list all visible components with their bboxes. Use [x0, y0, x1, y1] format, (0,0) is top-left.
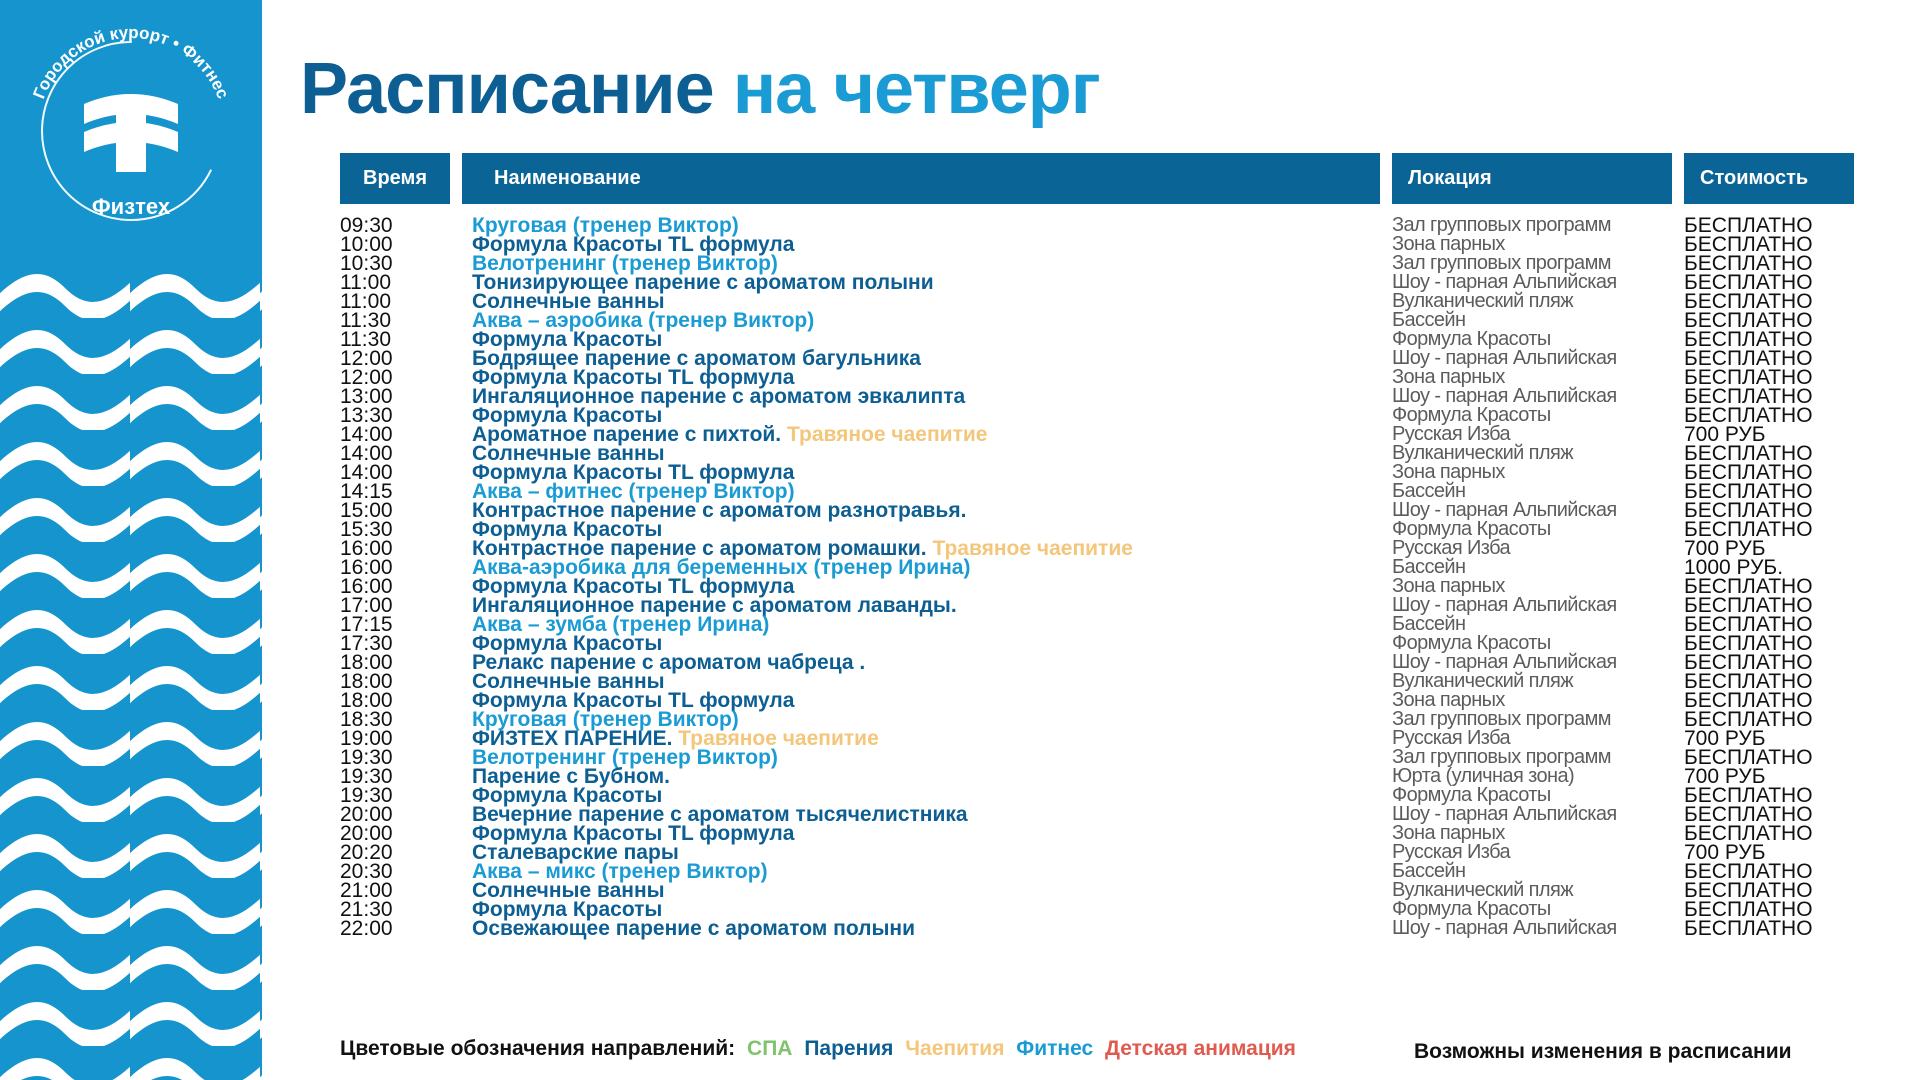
row-time: 19:30 [340, 784, 393, 807]
row-time: 12:00 [340, 366, 393, 389]
row-price: БЕСПЛАТНО [1684, 670, 1813, 693]
row-time: 09:30 [340, 214, 393, 237]
row-time: 13:30 [340, 404, 393, 427]
row-time: 14:15 [340, 480, 393, 503]
column-header-price: Стоимость [1684, 153, 1854, 204]
row-price: БЕСПЛАТНО [1684, 461, 1813, 484]
row-time: 11:30 [340, 328, 391, 351]
row-time: 15:30 [340, 518, 393, 541]
row-time: 13:00 [340, 385, 393, 408]
row-location: Вулканический пляж [1392, 442, 1573, 464]
page-title-day: на четверг [732, 49, 1100, 129]
row-time: 11:30 [340, 309, 391, 332]
row-location: Юрта (уличная зона) [1392, 765, 1575, 787]
row-price: БЕСПЛАТНО [1684, 290, 1813, 313]
row-time: 17:15 [340, 613, 393, 636]
row-time: 20:00 [340, 822, 393, 845]
row-activity-name: Ароматное парение с пихтой. [472, 423, 782, 446]
row-location: Зона парных [1392, 689, 1505, 711]
row-activity-name: Формула Красоты [472, 518, 663, 541]
row-activity-name: Тонизирующее парение с ароматом полыни [472, 271, 934, 294]
row-time: 16:00 [340, 537, 393, 560]
row-price: БЕСПЛАТНО [1684, 480, 1813, 503]
row-price: БЕСПЛАТНО [1684, 309, 1813, 332]
row-activity-name: Формула Красоты TL формула [472, 822, 795, 845]
row-activity-name: Солнечные ванны [472, 670, 665, 693]
row-location: Вулканический пляж [1392, 670, 1573, 692]
row-time: 16:00 [340, 575, 393, 598]
row-activity-extra: Травяное чаепитие [678, 727, 879, 750]
row-time: 11:00 [340, 290, 391, 313]
row-activity-name: Формула Красоты TL формула [472, 575, 795, 598]
legend-steam: Парения [804, 1037, 894, 1060]
row-time: 19:30 [340, 746, 393, 769]
legend-fitness: Фитнес [1016, 1037, 1094, 1060]
row-time: 18:30 [340, 708, 393, 731]
row-activity-extra: Травяное чаепитие [786, 423, 988, 446]
row-price: БЕСПЛАТНО [1684, 803, 1813, 826]
row-activity-name: Круговая (тренер Виктор) [472, 214, 739, 237]
row-location: Зал групповых программ [1392, 708, 1611, 730]
row-price: БЕСПЛАТНО [1684, 271, 1813, 294]
row-location: Русская Изба [1392, 841, 1511, 863]
logo-name: Физтех [91, 194, 171, 219]
row-location: Зона парных [1392, 366, 1505, 388]
row-location: Бассейн [1392, 480, 1466, 502]
row-location: Зал групповых программ [1392, 252, 1611, 274]
row-activity-name: Формула Красоты TL формула [472, 689, 795, 712]
row-location: Шоу - парная Альпийская [1392, 594, 1617, 616]
row-location: Формула Красоты [1392, 784, 1551, 806]
row-location: Формула Красоты [1392, 404, 1551, 426]
row-price: 700 РУБ [1684, 537, 1766, 560]
row-activity-name: Формула Красоты [472, 404, 663, 427]
row-activity-name: Формула Красоты TL формула [472, 366, 795, 389]
row-price: БЕСПЛАТНО [1684, 366, 1813, 389]
row-activity-name: Аква – микс (тренер Виктор) [472, 860, 768, 883]
row-price: БЕСПЛАТНО [1684, 860, 1813, 883]
row-activity-name: Формула Красоты [472, 632, 663, 655]
row-location: Зал групповых программ [1392, 214, 1611, 236]
row-price: БЕСПЛАТНО [1684, 613, 1813, 636]
row-activity-extra: Травяное чаепитие [932, 537, 1133, 560]
row-price: БЕСПЛАТНО [1684, 822, 1813, 845]
row-location: Формула Красоты [1392, 328, 1551, 350]
row-location: Шоу - парная Альпийская [1392, 917, 1617, 939]
row-activity-name: Велотренинг (тренер Виктор) [472, 252, 778, 275]
row-activity-name: Велотренинг (тренер Виктор) [472, 746, 778, 769]
row-location: Русская Изба [1392, 537, 1511, 559]
row-time: 17:30 [340, 632, 393, 655]
row-activity-name: Ингаляционное парение с ароматом эвкалипта [472, 385, 966, 408]
row-price: БЕСПЛАТНО [1684, 214, 1813, 237]
row-price: БЕСПЛАТНО [1684, 499, 1813, 522]
row-price: 1000 РУБ. [1684, 556, 1784, 579]
wave-pattern [0, 262, 262, 1080]
row-time: 17:00 [340, 594, 393, 617]
row-time: 20:20 [340, 841, 393, 864]
row-location: Шоу - парная Альпийская [1392, 803, 1617, 825]
row-price: БЕСПЛАТНО [1684, 898, 1813, 921]
column-header-time: Время [340, 153, 450, 204]
row-price: БЕСПЛАТНО [1684, 575, 1813, 598]
row-price: 700 РУБ [1684, 423, 1766, 446]
logo-emblem-icon [0, 0, 262, 262]
row-location: Формула Красоты [1392, 632, 1551, 654]
row-location: Шоу - парная Альпийская [1392, 651, 1617, 673]
schedule-change-notice: Возможны изменения в расписании [1414, 1040, 1792, 1063]
row-location: Шоу - парная Альпийская [1392, 385, 1617, 407]
row-location: Зал групповых программ [1392, 746, 1611, 768]
color-legend [340, 1037, 1302, 1061]
legend-tea: Чаепития [905, 1037, 1005, 1060]
row-price: БЕСПЛАТНО [1684, 385, 1813, 408]
row-activity-name: Формула Красоты TL формула [472, 461, 795, 484]
row-price: 700 РУБ [1684, 727, 1766, 750]
row-location: Формула Красоты [1392, 518, 1551, 540]
row-activity-name: Аква – аэробика (тренер Виктор) [472, 309, 815, 332]
page-title-main: Расписание [300, 49, 714, 129]
row-activity-name: Аква – зумба (тренер Ирина) [472, 613, 770, 636]
row-time: 20:30 [340, 860, 393, 883]
row-time: 21:00 [340, 879, 393, 902]
row-activity-name: Формула Красоты [472, 784, 663, 807]
row-price: БЕСПЛАТНО [1684, 632, 1813, 655]
row-price: БЕСПЛАТНО [1684, 594, 1813, 617]
row-activity-name: Релакс парение с ароматом чабреца . [472, 651, 866, 674]
row-activity-name: Аква – фитнес (тренер Виктор) [472, 480, 795, 503]
row-price: БЕСПЛАТНО [1684, 442, 1813, 465]
row-activity [472, 919, 915, 938]
row-activity-name: Формула Красоты TL формула [472, 233, 795, 256]
row-location: Бассейн [1392, 613, 1466, 635]
row-price: БЕСПЛАТНО [1684, 347, 1813, 370]
row-price: БЕСПЛАТНО [1684, 917, 1813, 940]
logo-ring-text: Городской курорт • Фитнес [29, 22, 233, 102]
row-activity-name: Контрастное парение с ароматом разнотравья. [472, 499, 967, 522]
page-title [300, 44, 1100, 134]
row-price: БЕСПЛАТНО [1684, 404, 1813, 427]
row-time: 20:00 [340, 803, 393, 826]
row-time: 14:00 [340, 461, 393, 484]
row-time: 21:30 [340, 898, 393, 921]
row-location: Шоу - парная Альпийская [1392, 499, 1617, 521]
row-time: 12:00 [340, 347, 393, 370]
row-price: БЕСПЛАТНО [1684, 784, 1813, 807]
row-price: БЕСПЛАТНО [1684, 518, 1813, 541]
row-activity-name: Солнечные ванны [472, 879, 665, 902]
legend-spa: СПА [747, 1037, 793, 1060]
row-location: Зона парных [1392, 461, 1505, 483]
row-activity-name: Парение с Бубном. [472, 765, 670, 788]
row-price: БЕСПЛАТНО [1684, 746, 1813, 769]
row-time: 18:00 [340, 651, 393, 674]
row-activity-name: ФИЗТЕХ ПАРЕНИЕ. [472, 727, 673, 750]
row-time: 19:00 [340, 727, 393, 750]
row-price: БЕСПЛАТНО [1684, 879, 1813, 902]
row-time: 16:00 [340, 556, 393, 579]
row-location: Формула Красоты [1392, 898, 1551, 920]
row-time: 19:30 [340, 765, 393, 788]
row-activity-name: Солнечные ванны [472, 442, 665, 465]
row-activity-name: Солнечные ванны [472, 290, 665, 313]
row-price: БЕСПЛАТНО [1684, 651, 1813, 674]
row-activity-name: Бодрящее парение с ароматом багульника [472, 347, 921, 370]
row-location: Бассейн [1392, 309, 1466, 331]
row-time: 14:00 [340, 423, 393, 446]
row-activity-name: Формула Красоты [472, 328, 663, 351]
row-time: 14:00 [340, 442, 393, 465]
brand-logo [0, 0, 262, 262]
row-location: Зона парных [1392, 575, 1505, 597]
row-time: 10:30 [340, 252, 393, 275]
row-activity-name: Формула Красоты [472, 898, 663, 921]
column-header-location: Локация [1392, 153, 1672, 204]
row-price: БЕСПЛАТНО [1684, 328, 1813, 351]
svg-text:Городской курорт • Фитнес [29, 23, 232, 102]
row-price: БЕСПЛАТНО [1684, 233, 1813, 256]
row-price: БЕСПЛАТНО [1684, 252, 1813, 275]
row-activity-name: Освежающее парение с ароматом полыни [472, 917, 915, 940]
table-row [340, 919, 1900, 938]
legend-label: Цветовые обозначения направлений: [340, 1037, 736, 1060]
row-time: 18:00 [340, 689, 393, 712]
row-location: Бассейн [1392, 556, 1466, 578]
row-activity-name: Круговая (тренер Виктор) [472, 708, 739, 731]
row-activity-name: Контрастное парение с ароматом ромашки. [472, 537, 927, 560]
row-location: Шоу - парная Альпийская [1392, 271, 1617, 293]
schedule-table [340, 216, 1900, 938]
row-price: 700 РУБ [1684, 841, 1766, 864]
row-activity-name: Аква-аэробика для беременных (тренер Ирина) [472, 556, 971, 579]
row-price: 700 РУБ [1684, 765, 1766, 788]
row-activity-name: Ингаляционное парение с ароматом лаванды. [472, 594, 957, 617]
sidebar-panel [0, 0, 262, 1080]
row-location: Вулканический пляж [1392, 290, 1573, 312]
row-location: Шоу - парная Альпийская [1392, 347, 1617, 369]
row-price: БЕСПЛАТНО [1684, 689, 1813, 712]
row-location: Бассейн [1392, 860, 1466, 882]
row-activity-name: Вечерние парение с ароматом тысячелистника [472, 803, 968, 826]
row-price: БЕСПЛАТНО [1684, 708, 1813, 731]
row-location: Русская Изба [1392, 423, 1511, 445]
legend-kids: Детская анимация [1105, 1037, 1296, 1060]
row-location: Вулканический пляж [1392, 879, 1573, 901]
column-header-name: Наименование [462, 153, 1380, 204]
row-time: 10:00 [340, 233, 393, 256]
row-location: Зона парных [1392, 822, 1505, 844]
row-activity-name: Сталеварские пары [472, 841, 679, 864]
row-time: 18:00 [340, 670, 393, 693]
row-time: 22:00 [340, 917, 393, 940]
row-time: 15:00 [340, 499, 393, 522]
row-location: Зона парных [1392, 233, 1505, 255]
row-location: Русская Изба [1392, 727, 1511, 749]
row-time: 11:00 [340, 271, 391, 294]
